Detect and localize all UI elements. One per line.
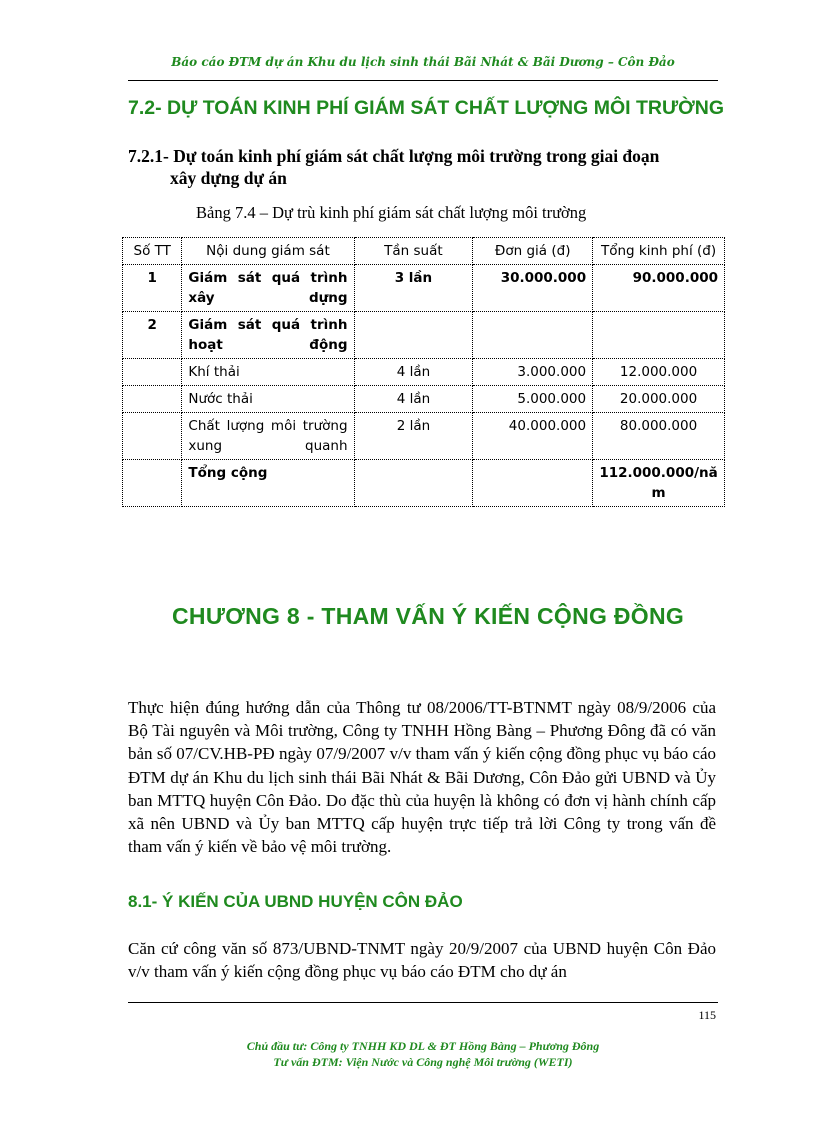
cell-stt: 1 xyxy=(123,265,182,312)
cell-stt xyxy=(123,359,182,386)
section-8-1-heading: 8.1- Ý KIẾN CỦA UBND HUYỆN CÔN ĐẢO xyxy=(128,892,463,911)
section-7-2-heading: 7.2- DỰ TOÁN KINH PHÍ GIÁM SÁT CHẤT LƯỢNG MÔI TRƯỜNG xyxy=(128,97,725,119)
cell-frequency: 3 lần xyxy=(354,265,473,312)
cell-unit-price: 3.000.000 xyxy=(473,359,593,386)
cell-unit-price: 40.000.000 xyxy=(473,413,593,460)
cell-stt xyxy=(123,460,182,507)
cell-content xyxy=(182,312,354,359)
cell-total: 80.000.000 xyxy=(593,413,725,460)
subsection-line-1: 7.2.1- Dự toán kinh phí giám sát chất lượng môi trường trong giai đoạn xyxy=(128,146,660,166)
footer-divider xyxy=(128,1002,718,1003)
paragraph-consultation: Thực hiện đúng hướng dẫn của Thông tư 08/2006/TT-BTNMT ngày 08/9/2006 của Bộ Tài nguyên và Môi trường, Công ty TNHH Hồng Bàng – Phương Đông đã có văn bản số 07/CV.HB-PĐ ngày 07/9/2007 v/v tham vấn ý kiến cộng đồng phục vụ báo cáo ĐTM dự án Khu du lịch sinh thái Bãi Nhát & Bãi Dương, Côn Đảo gửi UBND và Ủy ban MTTQ huyện Côn Đảo. Do đặc thù của huyện là không có đơn vị hành chính cấp xã nên UBND và Ủy ban MTTQ cấp huyện trực tiếp trả lời Công ty trong vấn đề tham vấn ý kiến về bảo vệ môi trường. xyxy=(128,698,716,857)
header-divider xyxy=(128,80,718,81)
cell-unit-price: 5.000.000 xyxy=(473,386,593,413)
cell-total: 112.000.000/năm xyxy=(593,460,725,507)
cell-stt xyxy=(123,413,182,460)
page-number: 115 xyxy=(698,1008,716,1022)
cell-frequency xyxy=(354,312,473,359)
table-row xyxy=(123,359,725,386)
table-row xyxy=(123,265,725,312)
cell-total: 12.000.000 xyxy=(593,359,725,386)
table-row xyxy=(123,386,725,413)
cell-unit-price xyxy=(473,460,593,507)
subsection-line-2: xây dựng dự án xyxy=(170,168,287,188)
cell-frequency: 4 lần xyxy=(354,359,473,386)
page-footer xyxy=(128,1038,718,1070)
cell-stt xyxy=(123,386,182,413)
subsection-7-2-1-heading xyxy=(128,145,728,189)
header-cell: Tần suất xyxy=(354,238,473,265)
cell-total: 90.000.000 xyxy=(593,265,725,312)
cell-frequency: 4 lần xyxy=(354,386,473,413)
header-cell: Số TT xyxy=(123,238,182,265)
cell-content: Khí thải xyxy=(182,359,354,386)
cell-frequency xyxy=(354,460,473,507)
cell-total xyxy=(593,312,725,359)
cell-frequency: 2 lần xyxy=(354,413,473,460)
cell-content: Tổng cộng xyxy=(182,460,354,507)
cell-content-text: Giám sát quá trình xây dựng xyxy=(188,270,348,306)
cell-stt: 2 xyxy=(123,312,182,359)
header-cell: Tổng kinh phí (đ) xyxy=(593,238,725,265)
footer-investor: Chủ đầu tư: Công ty TNHH KD DL & ĐT Hồng Bàng – Phương Đông xyxy=(246,1039,600,1053)
cell-total: 20.000.000 xyxy=(593,386,725,413)
cell-content-text: Chất lượng môi trường xung quanh xyxy=(188,418,348,454)
table-caption: Bảng 7.4 – Dự trù kinh phí giám sát chất lượng môi trường xyxy=(196,203,587,222)
chapter-8-heading: CHƯƠNG 8 - THAM VẤN Ý KIẾN CỘNG ĐỒNG xyxy=(172,603,685,629)
table-row xyxy=(123,312,725,359)
cell-content xyxy=(182,413,354,460)
header-cell: Đơn giá (đ) xyxy=(473,238,593,265)
cell-unit-price: 30.000.000 xyxy=(473,265,593,312)
monitoring-budget-table xyxy=(122,237,725,507)
table-row xyxy=(123,413,725,460)
header-cell: Nội dung giám sát xyxy=(182,238,354,265)
page-header: Báo cáo ĐTM dự án Khu du lịch sinh thái Bãi Nhát & Bãi Dương – Côn Đảo xyxy=(171,55,675,69)
table-header-row xyxy=(123,238,725,265)
table-row xyxy=(123,460,725,507)
paragraph-official-letter: Căn cứ công văn số 873/UBND-TNMT ngày 20/9/2007 của UBND huyện Côn Đảo v/v tham vấn ý kiến cộng đồng phục vụ báo cáo ĐTM cho dự án xyxy=(128,939,716,982)
cell-content xyxy=(182,265,354,312)
footer-consultant: Tư vấn ĐTM: Viện Nước và Công nghệ Môi trường (WETI) xyxy=(273,1055,573,1069)
cell-content-text: Giám sát quá trình hoạt động xyxy=(188,317,348,353)
cell-content: Nước thải xyxy=(182,386,354,413)
cell-unit-price xyxy=(473,312,593,359)
